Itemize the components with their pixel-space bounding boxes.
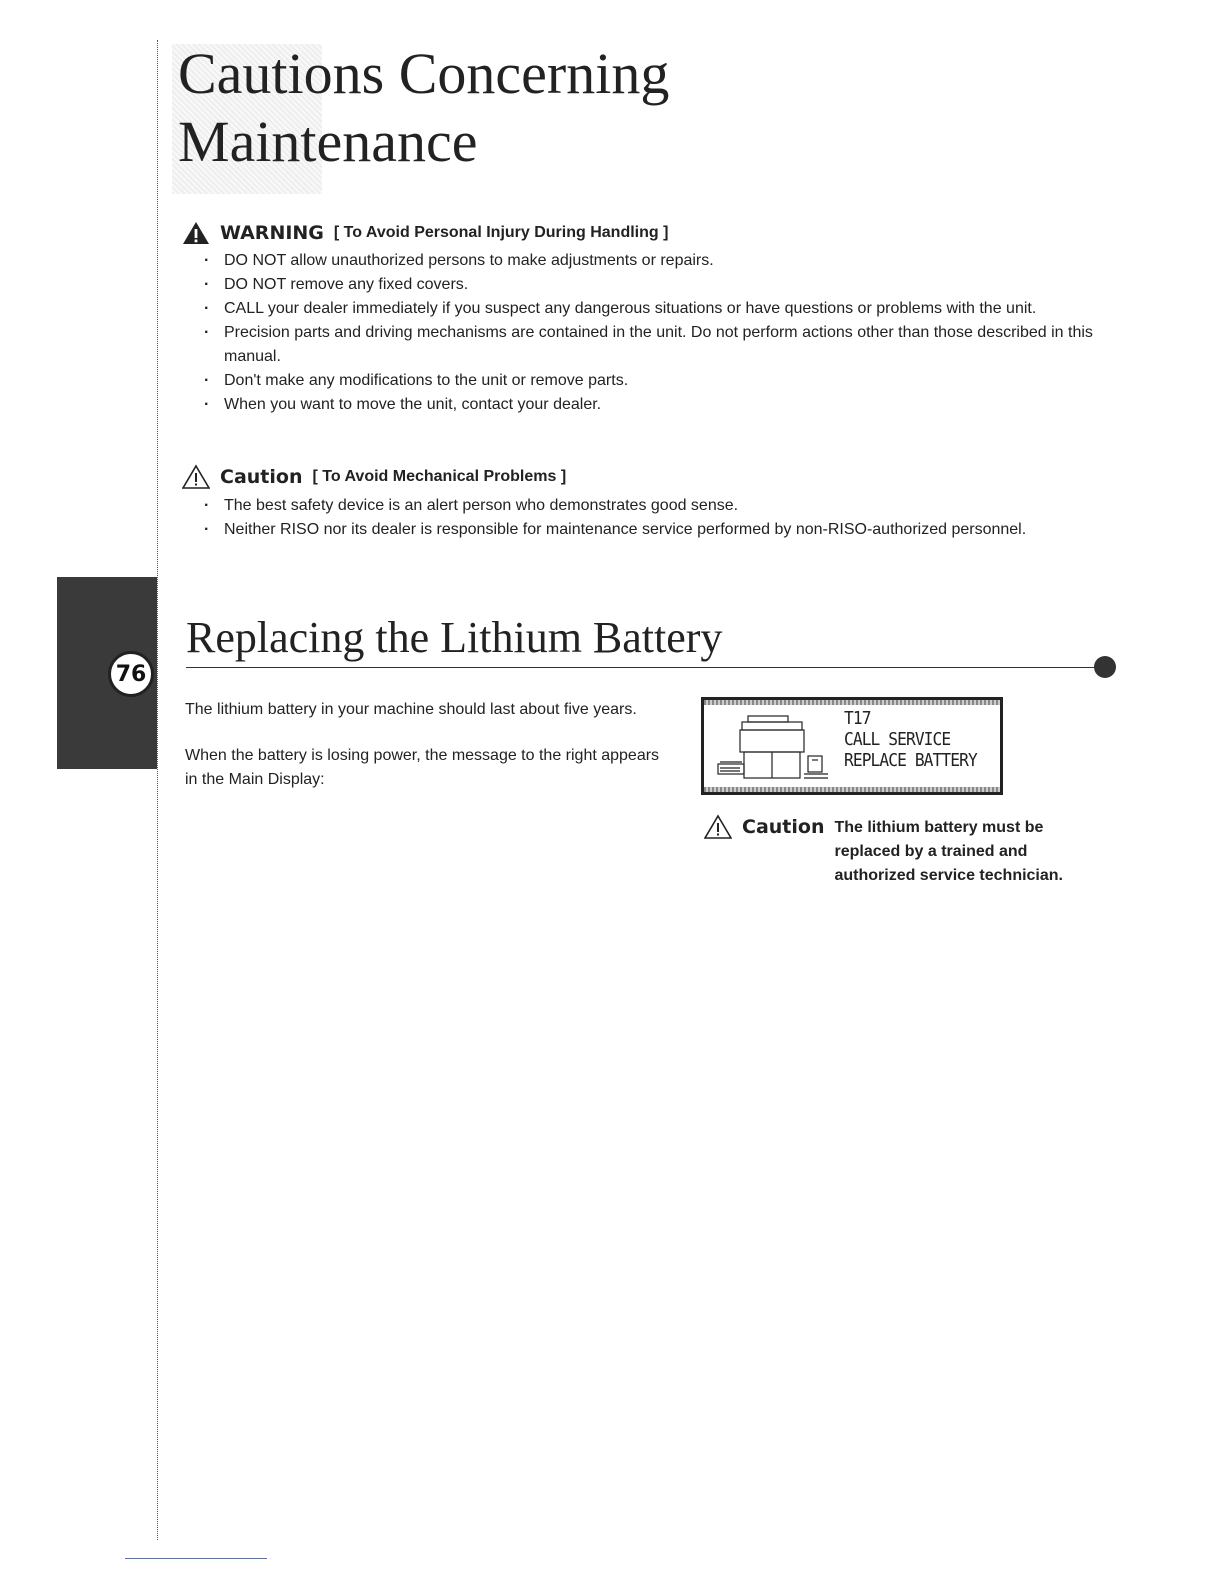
section-rule-dot xyxy=(1094,656,1116,678)
main-display-panel xyxy=(701,697,1003,795)
caution-label: Caution xyxy=(220,466,303,488)
list-item: · DO NOT allow unauthorized persons to make adjustments or repairs. xyxy=(200,249,1100,273)
list-item: · CALL your dealer immediately if you suspect any dangerous situations or have questions or problems with the unit. xyxy=(200,297,1100,321)
warning-triangle-icon xyxy=(182,220,210,246)
battery-paragraph-2: When the battery is losing power, the message to the right appears in the Main Display: xyxy=(185,747,660,788)
caution-triangle-icon xyxy=(704,814,732,840)
warning-heading xyxy=(182,220,668,246)
display-shade-bottom xyxy=(704,787,1000,792)
caution-subtitle: [ To Avoid Mechanical Problems ] xyxy=(312,468,567,485)
display-message xyxy=(844,708,977,771)
page-number-badge xyxy=(108,651,154,697)
section-title-battery: Replacing the Lithium Battery xyxy=(186,613,723,662)
title-line-2: Maintenance xyxy=(178,109,478,174)
list-item: · DO NOT remove any fixed covers. xyxy=(200,273,1100,297)
display-line-1: T17 xyxy=(844,708,871,729)
margin-dotted-rule xyxy=(157,40,158,1540)
warning-subtitle: [ To Avoid Personal Injury During Handling ] xyxy=(333,224,669,241)
battery-paragraph-1: The lithium battery in your machine should last about five years. xyxy=(185,701,637,718)
caution-heading xyxy=(182,464,566,490)
caution-list xyxy=(200,494,1100,542)
section-rule xyxy=(186,667,1098,668)
page-number: 76 xyxy=(115,661,147,687)
list-item: · Don't make any modifications to the unit or remove parts. xyxy=(200,369,1100,393)
list-item: · When you want to move the unit, contact your dealer. xyxy=(200,393,1100,417)
battery-caution xyxy=(704,814,1096,888)
caution-triangle-icon xyxy=(182,464,210,490)
section-title-cautions xyxy=(178,40,669,176)
warning-list xyxy=(200,249,1100,417)
display-line-2: CALL SERVICE xyxy=(844,729,951,750)
battery-caution-label: Caution xyxy=(742,816,825,838)
title-line-1: Cautions Concerning xyxy=(178,41,670,106)
list-item: · The best safety device is an alert person who demonstrates good sense. xyxy=(200,494,1100,518)
printer-machine-icon xyxy=(712,712,837,784)
display-shade-top xyxy=(704,700,1000,705)
list-item: · Neither RISO nor its dealer is responsible for maintenance service performed by non-RISO-authorized personnel. xyxy=(200,518,1100,542)
list-item: · Precision parts and driving mechanisms are contained in the unit. Do not perform actions other than those described in this manual. xyxy=(200,321,1100,369)
battery-caution-text: The lithium battery must be replaced by a trained and authorized service technician. xyxy=(834,819,1063,884)
display-line-3: REPLACE BATTERY xyxy=(844,750,977,771)
warning-label: WARNING xyxy=(220,222,324,244)
footer-line xyxy=(125,1558,267,1559)
